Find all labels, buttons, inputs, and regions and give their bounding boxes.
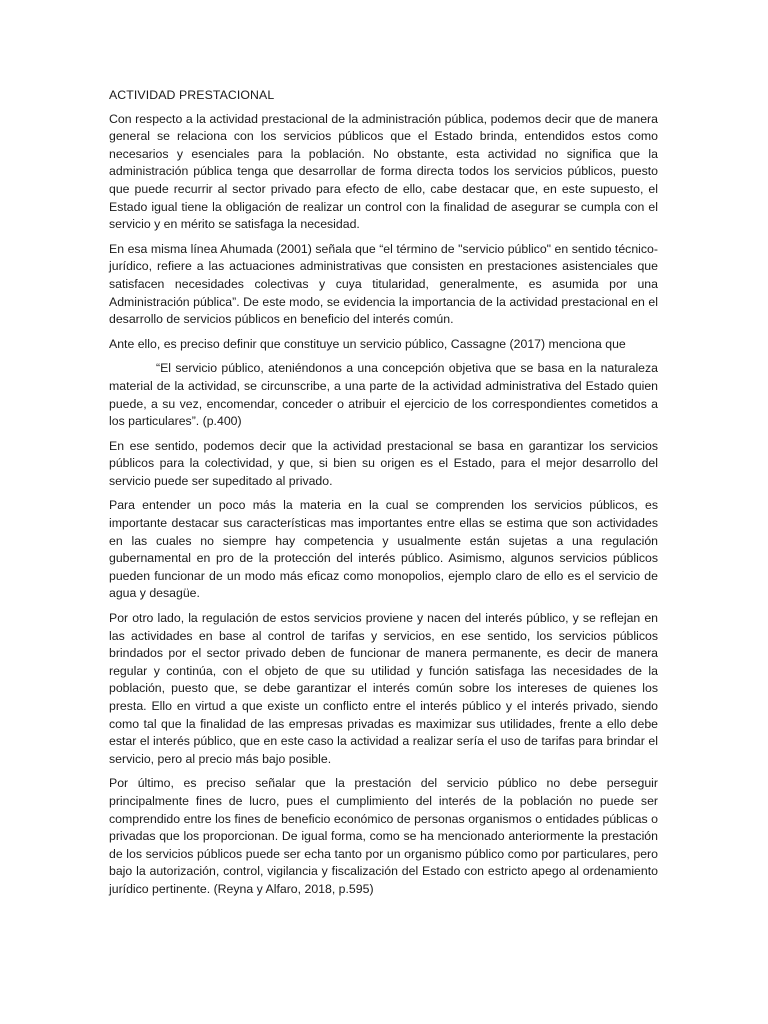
- paragraph-sentido: En ese sentido, podemos decir que la actividad prestacional se basa en garantizar los servicios públicos para la colectividad, y que, si bien su origen es el Estado, para el mejor desarrollo del servicio puede ser supeditado al privado.: [109, 438, 658, 488]
- document-title: ACTIVIDAD PRESTACIONAL: [109, 88, 275, 102]
- block-quote-cassagne: “El servicio público, ateniéndonos a una concepción objetiva que se basa en la naturaleza material de la actividad, se circunscribe, a una parte de la actividad administrativa del Estado quien puede, a su vez, encomendar, conceder o atribuir el ejercicio de los correspondientes cometidos a los particulares”. (p.400): [109, 361, 658, 429]
- paragraph-regulacion: Por otro lado, la regulación de estos servicios proviene y nacen del interés público, y se reflejan en las actividades en base al control de tarifas y servicios, en ese sentido, los servicios públicos brindados por el sector privado deben de funcionar de manera permanente, es decir de manera regular y continúa, con el objeto de que su utilidad y función satisfaga las necesidades de la población, puesto que, se debe garantizar el interés común sobre los intereses de quienes los presta. Ello en virtud a que existe un conflicto entre el interés público y el interés privado, siendo como tal que la finalidad de las empresas privadas es maximizar sus utilidades, frente a ello debe estar el interés público, que en este caso la actividad a realizar sería el uso de tarifas para brindar el servicio, pero al precio más bajo posible.: [109, 611, 658, 766]
- paragraph-intro: Con respecto a la actividad prestacional de la administración pública, podemos decir que de manera general se relaciona con los servicios públicos que el Estado brinda, entendidos estos como necesarios y esenciales para la población. No obstante, esta actividad no significa que la administración pública tenga que desarrollar de forma directa todos los servicios públicos, puesto que puede recurrir al sector privado para efecto de ello, cabe destacar que, en este supuesto, el Estado igual tiene la obligación de realizar un control con la finalidad de asegurar se cumpla con el servicio y en mérito se satisfaga la necesidad.: [109, 111, 658, 232]
- paragraph-ahumada: En esa misma línea Ahumada (2001) señala que “el término de "servicio público" en sentido técnico-jurídico, refiere a las actuaciones administrativas que consisten en prestaciones asistenciales que satisfacen necesidades colectivas y cuya titularidad, generalmente, es asumida por una Administración pública”. De este modo, se evidencia la importancia de la actividad prestacional en el desarrollo de servicios públicos en beneficio del interés común.: [109, 241, 658, 327]
- document-body: [109, 87, 658, 906]
- paragraph-cassagne-lead: Ante ello, es preciso definir que constituye un servicio público, Cassagne (2017) menciona que: [109, 336, 626, 351]
- paragraph-conclusion: Por último, es preciso señalar que la prestación del servicio público no debe perseguir principalmente fines de lucro, pues el cumplimiento del interés de la población no puede ser comprendido entre los fines de beneficio económico de personas organismos o entidades públicas o privadas que los proporcionan. De igual forma, como se ha mencionado anteriormente la prestación de los servicios públicos puede ser echa tanto por un organismo público como por particulares, pero bajo la autorización, control, vigilancia y fiscalización del Estado con estricto apego al ordenamiento jurídico pertinente. (Reyna y Alfaro, 2018, p.595): [109, 776, 658, 896]
- paragraph-caracteristicas: Para entender un poco más la materia en la cual se comprenden los servicios públicos, es importante destacar sus características mas importantes entre ellas se estima que son actividades en las cuales no siempre hay competencia y usualmente están sujetas a una regulación gubernamental en pro de la protección del interés público. Asimismo, algunos servicios públicos pueden funcionar de un modo más eficaz como monopolios, ejemplo claro de ello es el servicio de agua y desagüe.: [109, 498, 658, 601]
